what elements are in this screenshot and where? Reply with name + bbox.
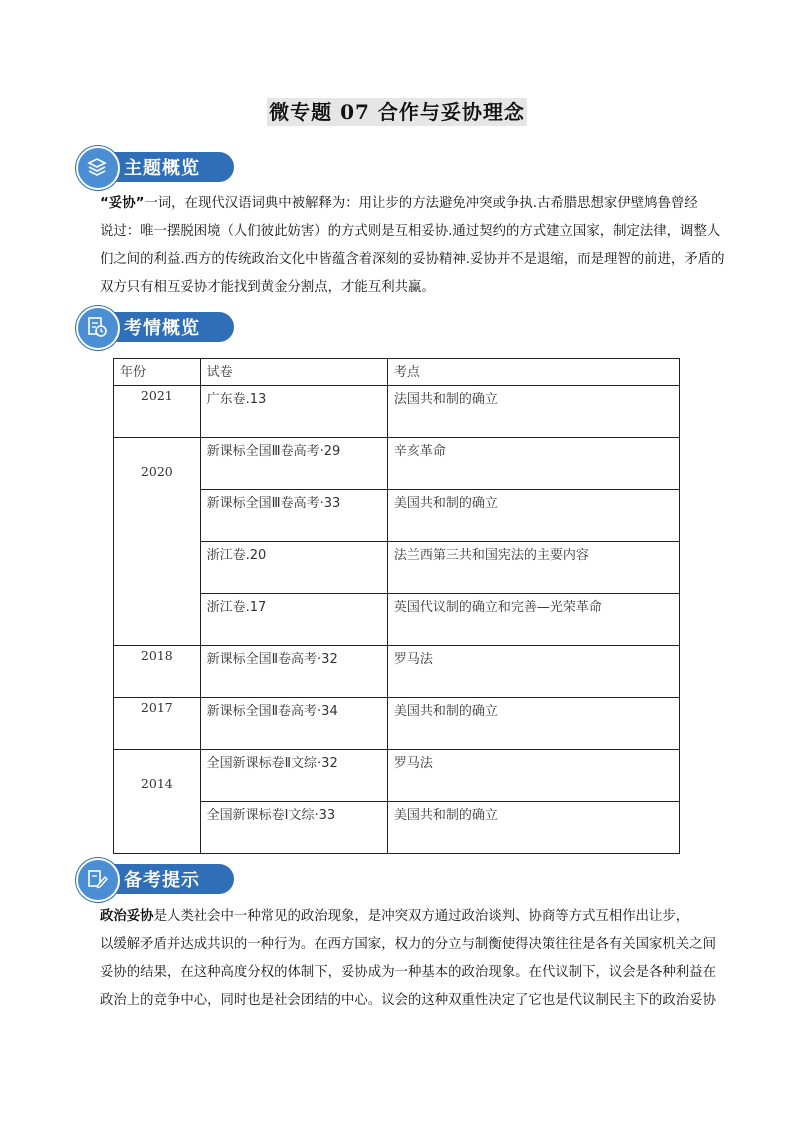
document-clock-icon <box>76 306 120 350</box>
overview-line-4: 双方只有相互妥协才能找到黄金分割点，才能互利共赢。 <box>100 280 435 295</box>
point-cell: 法国共和制的确立 <box>387 386 679 438</box>
paper-cell: 新课标全国Ⅲ卷高考·29 <box>200 438 387 490</box>
paper-cell: 广东卷.13 <box>200 386 387 438</box>
tips-lead-term: 政治妥协 <box>100 909 154 924</box>
header-point: 考点 <box>387 359 679 386</box>
overview-line-1: 一词，在现代汉语词典中被解释为：用让步的方法避免冲突或争执.古希腊思想家伊壁鸠鲁曾经 <box>144 196 698 211</box>
point-cell: 罗马法 <box>387 646 679 698</box>
table-row <box>114 698 680 750</box>
point-cell: 英国代议制的确立和完善—光荣革命 <box>387 594 679 646</box>
paper-cell: 全国新课标卷Ⅰ文综·33 <box>200 802 387 854</box>
exam-table <box>113 358 680 854</box>
year-cell: 2017 <box>114 698 201 750</box>
paper-cell: 新课标全国Ⅲ卷高考·33 <box>200 490 387 542</box>
section-header-tips <box>76 858 236 898</box>
books-icon <box>76 146 120 190</box>
section-header-exam <box>76 306 236 346</box>
point-cell: 辛亥革命 <box>387 438 679 490</box>
overview-line-3: 们之间的利益.西方的传统政治文化中皆蕴含着深刻的妥协精神.妥协并不是退缩，而是理智的前进，矛盾的 <box>100 252 725 267</box>
table-row <box>114 386 680 438</box>
tips-line-1: 是人类社会中一种常见的政治现象，是冲突双方通过政治谈判、协商等方式互相作出让步， <box>153 909 690 924</box>
table-row <box>114 438 680 490</box>
overview-paragraph <box>100 190 725 302</box>
point-cell: 法兰西第三共和国宪法的主要内容 <box>387 542 679 594</box>
point-cell: 美国共和制的确立 <box>387 802 679 854</box>
header-year: 年份 <box>114 359 201 386</box>
paper-cell: 浙江卷.17 <box>200 594 387 646</box>
table-header-row <box>114 359 680 386</box>
paper-cell: 新课标全国Ⅱ卷高考·34 <box>200 698 387 750</box>
year-cell: 2018 <box>114 646 201 698</box>
point-cell: 美国共和制的确立 <box>387 698 679 750</box>
tips-paragraph <box>100 903 722 1015</box>
year-cell: 2021 <box>114 386 201 438</box>
table-row <box>114 750 680 802</box>
overview-lead-term: “妥协” <box>100 196 145 211</box>
exam-table-body <box>114 359 680 854</box>
pencil-note-icon <box>76 858 120 902</box>
page-title-text: 微专题 07 合作与妥协理念 <box>269 100 525 124</box>
section-title-overview: 主题概览 <box>124 158 200 179</box>
section-title-exam: 考情概览 <box>124 318 200 339</box>
paper-cell: 浙江卷.20 <box>200 542 387 594</box>
section-title-tips: 备考提示 <box>124 870 200 891</box>
paper-cell: 全国新课标卷Ⅱ文综·32 <box>200 750 387 802</box>
point-cell: 美国共和制的确立 <box>387 490 679 542</box>
tips-line-4: 政治上的竞争中心，同时也是社会团结的中心。议会的这种双重性决定了它也是代议制民主下的政治妥协 <box>100 993 716 1008</box>
overview-line-2: 说过：唯一摆脱困境（人们彼此妨害）的方式则是互相妥协.通过契约的方式建立国家，制定法律，调整人 <box>100 224 721 239</box>
page-title <box>0 96 794 125</box>
tips-line-3: 妥协的结果，在这种高度分权的体制下，妥协成为一种基本的政治现象。在代议制下，议会是各种利益在 <box>100 965 716 980</box>
paper-cell: 新课标全国Ⅱ卷高考·32 <box>200 646 387 698</box>
point-cell: 罗马法 <box>387 750 679 802</box>
table-row <box>114 646 680 698</box>
section-header-overview <box>76 146 236 186</box>
tips-line-2: 以缓解矛盾并达成共识的一种行为。在西方国家，权力的分立与制衡使得决策往往是各有关国家机关之间 <box>100 937 716 952</box>
year-cell: 2020 <box>114 438 201 646</box>
year-cell: 2014 <box>114 750 201 854</box>
header-paper: 试卷 <box>200 359 387 386</box>
